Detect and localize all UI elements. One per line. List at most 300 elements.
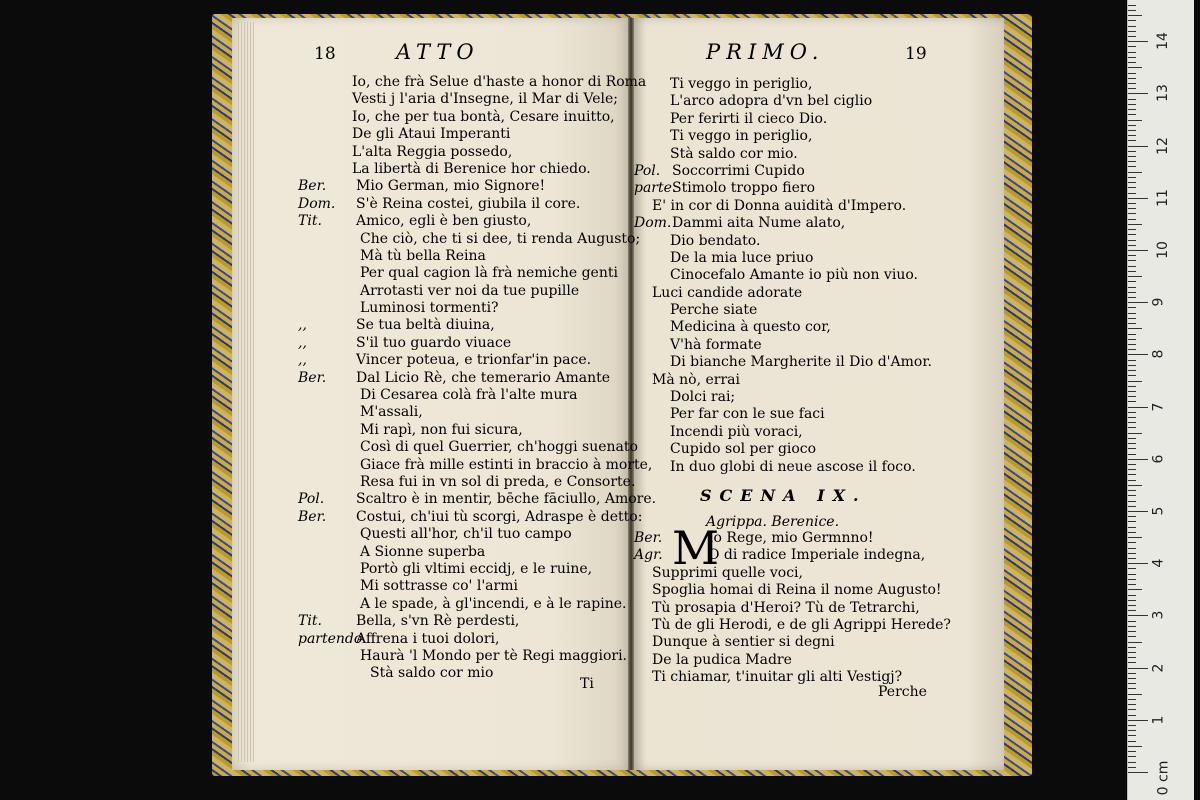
measurement-ruler [1127, 0, 1194, 800]
ruler-tick [1128, 213, 1136, 214]
speaker-label: Ber. [298, 369, 327, 386]
verse-text: S'è Reina costei, giubila il core. [356, 195, 581, 212]
verse-text: Bella, s'vn Rè perdesti, [356, 613, 520, 630]
text-line [634, 93, 999, 110]
text-line [298, 578, 628, 595]
ruler-tick [1128, 762, 1136, 763]
ruler-tick [1128, 187, 1136, 188]
ruler-tick [1128, 448, 1136, 449]
verse-text: Mi rapì, non fui sicura, [360, 421, 523, 438]
ruler-tick [1128, 161, 1136, 162]
ruler-unit-label: 0 cm [1155, 760, 1172, 796]
verse-text: Portò gli vltimi eccidj, e le ruine, [360, 560, 593, 577]
ruler-tick [1128, 631, 1136, 632]
text-line [298, 300, 628, 317]
text-line [634, 233, 999, 250]
ruler-tick [1128, 548, 1136, 549]
verse-text: A Sionne superba [360, 543, 486, 560]
ruler-tick [1128, 605, 1136, 606]
ruler-tick [1128, 600, 1136, 601]
ruler-tick [1128, 245, 1136, 246]
verse-text: Medicina à questo cor, [670, 319, 831, 336]
ruler-tick [1128, 20, 1136, 21]
text-line [298, 456, 653, 474]
text-line [634, 198, 999, 215]
verse-text: Cinocefalo Amante io più non viuo. [670, 267, 918, 284]
text-line [634, 617, 999, 634]
ruler-tick [1128, 699, 1136, 700]
ruler-tick [1128, 532, 1136, 533]
ruler-tick [1128, 469, 1136, 470]
verse-text: Dammi aita Nume alato, [672, 215, 846, 232]
scene-persons: Agrippa. Berenice. [706, 514, 840, 530]
ruler-tick [1128, 135, 1136, 136]
text-line [298, 248, 628, 265]
text-line [298, 335, 628, 352]
speaker-label: Tit. [298, 213, 322, 230]
ruler-tick [1128, 756, 1136, 757]
ruler-tick [1128, 709, 1136, 710]
ruler-tick [1128, 673, 1136, 674]
ruler-tick [1128, 52, 1136, 53]
ruler-tick [1128, 334, 1136, 335]
ruler-tick [1128, 36, 1136, 37]
text-line [298, 473, 636, 491]
verse-text: De la mia luce priuo [670, 249, 814, 266]
ruler-tick [1128, 172, 1142, 173]
text-line [298, 126, 628, 143]
text-line [634, 669, 999, 686]
verse-text: Spoglia homai di Reina il nome Augusto! [652, 582, 942, 599]
verse-text: Mà tù bella Reina [360, 247, 486, 264]
ruler-tick [1128, 292, 1136, 293]
verse-text: O di radice Imperiale indegna, [708, 547, 926, 564]
speaker-label: ,, [298, 352, 307, 369]
ruler-tick [1128, 208, 1136, 209]
ruler-number: 7 [1150, 402, 1167, 412]
ruler-tick [1128, 610, 1136, 611]
ruler-number: 8 [1150, 349, 1167, 359]
verse-text: Per qual cagion là frà nemiche genti [360, 265, 618, 282]
ruler-tick [1128, 307, 1136, 308]
ruler-tick [1128, 323, 1136, 324]
text-line [298, 265, 628, 282]
ruler-tick [1128, 5, 1136, 6]
ruler-tick [1128, 558, 1136, 559]
speaker-label: parte. [634, 180, 677, 197]
ruler-tick [1128, 542, 1136, 543]
ruler-tick [1128, 318, 1136, 319]
text-line [634, 652, 999, 669]
ruler-tick [1128, 579, 1136, 580]
verse-text: Mio German, mio Signore! [356, 178, 546, 195]
ruler-number: 2 [1150, 663, 1167, 673]
verse-text: Se tua beltà diuina, [356, 317, 495, 334]
verse-text: Costui, ch'iui tù scorgi, Adraspe è detto: [356, 508, 643, 525]
ruler-tick [1128, 595, 1136, 596]
text-line [634, 180, 999, 197]
ruler-tick [1128, 125, 1136, 126]
ruler-tick [1128, 67, 1142, 68]
text-line [298, 352, 628, 369]
text-line [298, 109, 628, 126]
verse-text: M'assali, [360, 404, 423, 421]
ruler-tick [1128, 177, 1136, 178]
text-line [298, 370, 628, 387]
text-line [298, 161, 628, 178]
text-line [298, 526, 628, 543]
text-line [298, 508, 643, 526]
text-line [298, 283, 628, 300]
ruler-number: 14 [1154, 32, 1171, 51]
speaker-label: Pol. [634, 162, 661, 179]
ruler-tick [1128, 10, 1136, 11]
ruler-tick [1128, 339, 1136, 340]
verse-text: Cupido sol per gioco [670, 441, 817, 458]
ruler-tick [1128, 328, 1142, 329]
ruler-tick [1128, 99, 1136, 100]
text-line [298, 596, 628, 613]
ruler-tick [1128, 260, 1136, 261]
text-line [298, 196, 628, 213]
text-line [634, 215, 999, 232]
ruler-tick [1128, 255, 1136, 256]
verse-text: Stà saldo cor mio [370, 665, 494, 682]
ruler-tick [1128, 652, 1136, 653]
ruler-tick [1128, 396, 1136, 397]
ruler-tick [1128, 767, 1136, 768]
text-line [298, 387, 628, 404]
ruler-tick [1128, 725, 1136, 726]
text-line [634, 634, 999, 651]
speaker-label: Ber. [298, 178, 327, 195]
text-line [298, 213, 628, 230]
text-line [634, 547, 999, 564]
speaker-label: Dom. [298, 195, 336, 212]
ruler-tick [1128, 344, 1136, 345]
verse-text: Tù de gli Herodi, e de gli Agrippi Herede? [652, 616, 951, 633]
ruler-tick [1128, 41, 1148, 42]
right-text-block [634, 76, 999, 476]
verse-text: Dal Licio Rè, che temerario Amante [356, 369, 611, 386]
ruler-tick [1128, 140, 1136, 141]
right-running-head: PRIMO. [706, 40, 825, 64]
verse-text: Mà nò, errai [652, 371, 740, 388]
ruler-tick [1128, 287, 1136, 288]
ruler-tick [1128, 166, 1136, 167]
verse-text: A le spade, à gl'incendi, e à le rapine. [360, 595, 627, 612]
right-catchword: Perche [878, 684, 927, 700]
ruler-tick [1128, 73, 1136, 74]
ruler-tick [1128, 537, 1142, 538]
verse-text: L'alta Reggia possedo, [352, 143, 513, 160]
ruler-number: 13 [1154, 84, 1171, 103]
ruler-number: 12 [1154, 136, 1171, 155]
right-page-number: 19 [905, 44, 927, 64]
ruler-tick [1128, 250, 1148, 251]
ruler-tick [1128, 741, 1136, 742]
text-line [634, 250, 999, 267]
verse-text: Luci candide adorate [652, 284, 803, 301]
text-line [298, 74, 647, 91]
verse-text: In duo globi di neue ascose il foco. [670, 458, 916, 475]
text-line [298, 91, 628, 108]
verse-text: Così di quel Guerrier, ch'hoggi suenato [360, 439, 638, 456]
ruler-tick [1128, 621, 1136, 622]
text-line [634, 424, 999, 441]
ruler-tick [1128, 234, 1136, 235]
ruler-tick [1128, 626, 1136, 627]
text-line [634, 372, 999, 389]
verse-text: Resa fui in vn sol di preda, e Consorte. [360, 473, 636, 490]
ruler-tick [1128, 229, 1136, 230]
text-line [634, 302, 999, 319]
ruler-tick [1128, 678, 1136, 679]
ruler-tick [1128, 31, 1136, 32]
ruler-tick [1128, 495, 1136, 496]
ruler-tick [1128, 15, 1142, 16]
ruler-tick [1128, 46, 1136, 47]
ruler-tick [1128, 589, 1142, 590]
ruler-tick [1128, 151, 1136, 152]
ruler-tick [1128, 662, 1136, 663]
text-line [634, 337, 999, 354]
ruler-number: 10 [1154, 241, 1171, 259]
verse-text: Giace frà mille estinti in braccio à morte, [360, 456, 653, 473]
text-line [298, 422, 628, 439]
ruler-tick [1128, 427, 1136, 428]
ruler-tick [1128, 104, 1136, 105]
ruler-tick [1128, 636, 1136, 637]
ruler-tick [1128, 276, 1142, 277]
ruler-tick [1128, 219, 1136, 220]
text-line [298, 631, 628, 648]
speaker-label: Ber. [634, 530, 663, 546]
ruler-tick [1128, 668, 1148, 669]
ruler-tick [1128, 349, 1136, 350]
ruler-tick [1128, 751, 1136, 752]
verse-text: Dolci rai; [670, 389, 736, 406]
text-line [634, 459, 999, 476]
ruler-tick [1128, 553, 1136, 554]
text-line [634, 128, 999, 145]
text-line [298, 144, 628, 161]
speaker-label: Dom. [634, 215, 672, 232]
drop-capital: M [672, 521, 720, 575]
text-line [634, 582, 999, 599]
ruler-tick [1128, 506, 1136, 507]
ruler-tick [1128, 114, 1136, 115]
text-line [298, 178, 628, 195]
speaker-label: Agr. [634, 547, 663, 564]
ruler-tick [1128, 688, 1136, 689]
text-line [298, 648, 628, 665]
text-line [298, 665, 628, 682]
ruler-tick [1128, 407, 1148, 408]
ruler-number: 3 [1150, 610, 1167, 620]
text-line [298, 613, 628, 630]
ruler-number: 4 [1150, 558, 1167, 568]
verse-text: Luminosi tormenti? [360, 300, 499, 317]
ruler-tick [1128, 568, 1136, 569]
ruler-tick [1128, 78, 1136, 79]
ruler-tick [1128, 57, 1136, 58]
speaker-label: Tit. [298, 613, 322, 630]
ruler-tick [1128, 391, 1136, 392]
ruler-tick [1128, 694, 1142, 695]
ruler-tick [1128, 266, 1136, 267]
ruler-tick [1128, 574, 1136, 575]
ruler-tick [1128, 647, 1136, 648]
speaker-label: partendo. [298, 630, 367, 647]
verse-text: De gli Ataui Imperanti [352, 126, 511, 143]
left-running-head: ATTO [396, 40, 480, 64]
ruler-tick [1128, 203, 1136, 204]
speaker-label: Pol. [298, 491, 325, 508]
ruler-tick [1128, 459, 1148, 460]
verse-text: Soccorrimi Cupido [672, 162, 805, 179]
verse-text: Dunque à sentier si degni [652, 634, 835, 651]
ruler-tick [1128, 120, 1142, 121]
verse-text: Tù prosapia d'Heroi? Tù de Tetrarchi, [652, 599, 920, 616]
text-line [298, 317, 628, 334]
verse-text: Arrotasti ver noi da tue pupille [360, 282, 580, 299]
ruler-tick [1128, 720, 1148, 721]
verse-text: Di Cesarea colà frà l'alte mura [360, 387, 578, 404]
ruler-number: 6 [1150, 454, 1167, 464]
text-line [298, 439, 638, 456]
verse-text: Scaltro è in mentir, bēche fāciullo, Amore. [356, 491, 657, 508]
verse-text: Ti veggo in periglio, [670, 76, 813, 92]
ruler-tick [1128, 735, 1136, 736]
page-edges [238, 22, 254, 762]
ruler-tick [1128, 704, 1136, 705]
text-line [634, 76, 999, 93]
text-line [634, 163, 999, 180]
ruler-tick [1128, 240, 1136, 241]
verse-text: Per far con le sue faci [670, 406, 825, 423]
ruler-tick [1128, 474, 1136, 475]
verse-text: Io Rege, mio Germnno! [708, 530, 874, 546]
ruler-tick [1128, 271, 1136, 272]
verse-text: Perche siate [670, 302, 758, 319]
verse-text: S'il tuo guardo viuace [356, 334, 512, 351]
ruler-tick [1128, 360, 1136, 361]
ruler-tick [1128, 511, 1148, 512]
ruler-tick [1128, 198, 1148, 199]
verse-text: Haurà 'l Mondo per tè Regi maggiori. [360, 647, 627, 664]
ruler-tick [1128, 381, 1142, 382]
ruler-tick [1128, 354, 1148, 355]
text-line [298, 230, 641, 248]
ruler-tick [1128, 182, 1136, 183]
verse-text: Affrena i tuoi dolori, [356, 630, 500, 647]
text-line [634, 406, 999, 423]
ruler-tick [1128, 715, 1136, 716]
ruler-tick [1128, 401, 1136, 402]
ruler-tick [1128, 480, 1136, 481]
ruler-tick [1128, 730, 1136, 731]
left-catchword: Ti [580, 676, 594, 692]
verse-text: V'hà formate [670, 336, 762, 353]
verse-text: La libertà di Berenice hor chiedo. [352, 160, 591, 177]
ruler-tick [1128, 93, 1148, 94]
scene-title: SCENA IX. [700, 486, 867, 505]
ruler-number: 11 [1154, 188, 1171, 207]
verse-text: Di bianche Margherite il Dio d'Amor. [670, 354, 932, 371]
verse-text: Io, che frà Selue d'haste a honor di Roma [352, 74, 647, 90]
verse-text: Che ciò, che ti si dee, ti renda Augusto; [360, 230, 641, 247]
verse-text: Mi sottrasse co' l'armi [360, 578, 518, 595]
verse-text: Dio bendato. [670, 232, 761, 249]
text-line [634, 354, 999, 371]
ruler-tick [1128, 146, 1148, 147]
ruler-tick [1128, 485, 1142, 486]
ruler-tick [1128, 443, 1136, 444]
ruler-tick [1128, 365, 1136, 366]
ruler-tick [1128, 527, 1136, 528]
verse-text: Io, che per tua bontà, Cesare inuitto, [352, 108, 615, 125]
ruler-tick [1128, 386, 1136, 387]
verse-text: Per ferirti il cieco Dio. [670, 110, 828, 127]
verse-text: Vesti j l'aria d'Insegne, il Mar di Vele; [352, 91, 618, 108]
verse-text: E' in cor di Donna auidità d'Impero. [652, 197, 907, 214]
speaker-label: ,, [298, 334, 307, 351]
ruler-tick [1128, 412, 1136, 413]
verse-text: Stà saldo cor mio. [670, 145, 798, 162]
ruler-tick [1128, 370, 1136, 371]
ruler-tick [1128, 642, 1142, 643]
ruler-tick [1128, 130, 1136, 131]
ruler-tick [1128, 62, 1136, 63]
text-line [298, 544, 628, 561]
text-line [298, 404, 628, 421]
ruler-tick [1128, 563, 1148, 564]
verse-text: Questi all'hor, ch'il tuo campo [360, 526, 572, 543]
ruler-tick [1128, 224, 1142, 225]
ruler-tick [1128, 746, 1142, 747]
ruler-tick [1128, 297, 1136, 298]
ruler-tick [1128, 193, 1136, 194]
text-line [634, 111, 999, 128]
verse-text: Ti chiamar, t'inuitar gli alti Vestigj? [652, 669, 903, 686]
text-line [634, 530, 999, 547]
ruler-tick [1128, 88, 1136, 89]
ruler-tick [1128, 422, 1136, 423]
text-line [298, 491, 657, 508]
verse-text: Incendi più voraci, [670, 423, 803, 440]
text-line [634, 285, 999, 302]
ruler-tick [1128, 464, 1136, 465]
verse-text: Vincer poteua, e trionfar'in pace. [356, 352, 592, 369]
ruler-tick [1128, 490, 1136, 491]
ruler-tick [1128, 26, 1136, 27]
ruler-tick [1128, 313, 1136, 314]
verse-text: Stimolo troppo fiero [672, 180, 816, 197]
speaker-label: Ber. [298, 508, 327, 525]
verse-text: Supprimi quelle voci, [652, 564, 803, 581]
ruler-tick [1128, 438, 1136, 439]
ruler-tick [1128, 521, 1136, 522]
text-line [634, 389, 999, 406]
ruler-tick [1128, 584, 1136, 585]
ruler-tick [1128, 683, 1136, 684]
text-line [634, 600, 999, 617]
ruler-tick [1128, 417, 1136, 418]
ruler-tick [1128, 375, 1136, 376]
text-line [298, 561, 628, 578]
ruler-tick [1128, 109, 1136, 110]
